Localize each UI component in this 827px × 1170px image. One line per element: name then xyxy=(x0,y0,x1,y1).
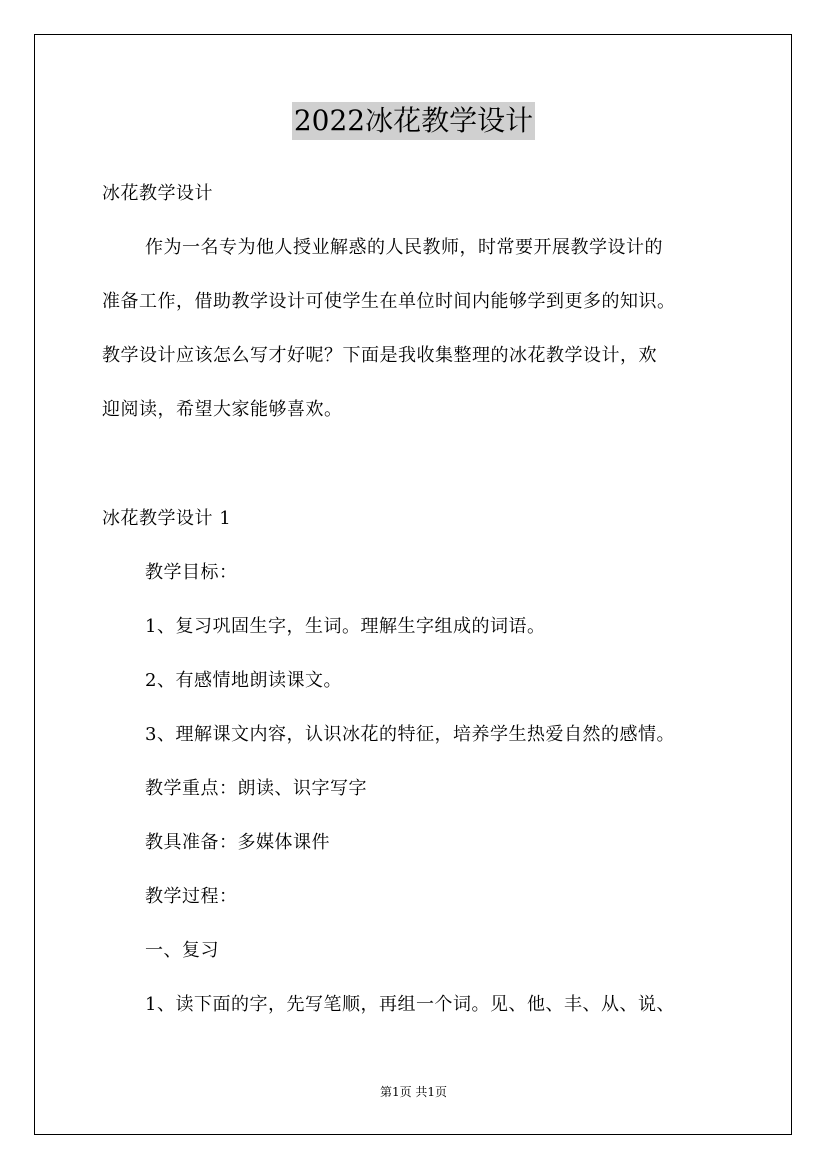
goal-item-3: 3、理解课文内容，认识冰花的特征，培养学生热爱自然的感情。 xyxy=(145,724,675,745)
review-heading: 一、复习 xyxy=(145,940,219,961)
intro-line-2: 准备工作，借助教学设计可使学生在单位时间内能够学到更多的知识。 xyxy=(102,291,676,312)
teaching-goals-label: 教学目标： xyxy=(145,562,238,583)
review-item-1: 1、读下面的字，先写笔顺，再组一个词。见、他、丰、从、说、 xyxy=(145,994,675,1015)
intro-line-3: 教学设计应该怎么写才好呢？下面是我收集整理的冰花教学设计，欢 xyxy=(102,345,657,366)
page-footer: 第1页 共1页 xyxy=(379,1085,448,1099)
document-title: 2022冰花教学设计 xyxy=(292,102,535,140)
goal-item-1: 1、复习巩固生字，生词。理解生字组成的词语。 xyxy=(145,616,546,637)
teaching-focus: 教学重点：朗读、识字写字 xyxy=(145,778,367,799)
intro-line-4: 迎阅读，希望大家能够喜欢。 xyxy=(102,399,343,420)
teaching-aids: 教具准备：多媒体课件 xyxy=(145,832,330,853)
teaching-process-label: 教学过程： xyxy=(145,886,238,907)
intro-line-1: 作为一名专为他人授业解惑的人民教师，时常要开展教学设计的 xyxy=(145,237,663,258)
title-container xyxy=(0,102,827,140)
document-subtitle: 冰花教学设计 xyxy=(102,183,213,204)
section-heading: 冰花教学设计 1 xyxy=(102,508,232,529)
goal-item-2: 2、有感情地朗读课文。 xyxy=(145,670,342,691)
